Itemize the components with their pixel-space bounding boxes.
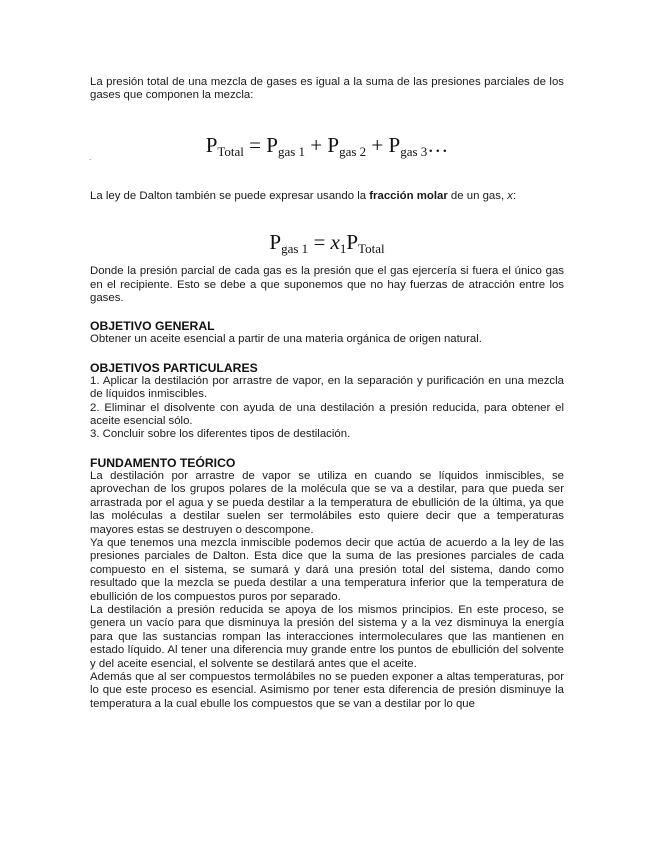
eq1-term1-sub: gas 1 bbox=[277, 143, 306, 159]
stray-mark: . bbox=[89, 153, 92, 162]
dalton-paragraph bbox=[90, 190, 564, 203]
eq1-term3: P bbox=[388, 132, 401, 157]
document-page bbox=[90, 76, 564, 711]
eq1-term3-sub: gas 3 bbox=[400, 143, 428, 159]
eq1-term2-sub: gas 2 bbox=[339, 143, 367, 159]
eq2-equals: = bbox=[308, 230, 331, 255]
objetivo-item-1: 1. Aplicar la destilación por arrastre de vapor, en la separación y purificación en una mezcla de líquidos inmiscibles. bbox=[90, 374, 564, 401]
eq2-x: x bbox=[330, 230, 340, 255]
eq2-lhs: P bbox=[269, 230, 282, 255]
intro-paragraph: La presión total de una mezcla de gases es igual a la suma de las presiones parciales de los gases que componen la mezcla: bbox=[90, 76, 564, 102]
dalton-bold-term: fracción molar bbox=[369, 189, 448, 202]
fundamento-heading: FUNDAMENTO TEÓRICO bbox=[90, 455, 236, 470]
objetivo-general-heading: OBJETIVO GENERAL bbox=[90, 319, 215, 334]
dalton-text-1: La ley de Dalton también se puede expresar usando la bbox=[90, 189, 370, 202]
partial-pressure-paragraph: Donde la presión parcial de cada gas es la presión que el gas ejercería si fuera el único gas en el recipiente. Esto se debe a que suponemos que no hay fuerzas de atracción entre los gases. bbox=[90, 265, 564, 305]
eq2-lhs-sub: gas 1 bbox=[281, 241, 309, 257]
eq1-term2: P bbox=[327, 132, 340, 157]
eq1-plus2: + bbox=[366, 132, 389, 157]
mole-fraction-equation bbox=[90, 230, 564, 261]
eq1-equals: = bbox=[243, 132, 267, 157]
eq1-term1: P bbox=[266, 132, 278, 157]
fundamento-paragraph-1: La destilación por arrastre de vapor se utiliza en cuando se líquidos inmiscibles, se aprovechan de los grupos polares de la molécula que se va a destilar, para que pueda ser arrastrada por el agua y se pueda destilar a la temperatura de ebullición de la última, ya que las moléculas a destilar suelen ser termolábiles esto quiere decir que a temperaturas mayores estas se destruyen o descompone. bbox=[90, 469, 564, 536]
fundamento-paragraph-3: La destilación a presión reducida se apoya de los mismos principios. En este proceso, se genera un vacío para que disminuya la presión del sistema y a la vez disminuya la energía para que las sustancias rompan las interacciones intermoleculares que las mantienen en estado líquido. Al tener una diferencia muy grande entre los puntos de ebullición del solvente y del aceite esencial, el solvente se destilará antes que el aceite. bbox=[90, 603, 564, 670]
eq1-lhs: P bbox=[205, 132, 218, 157]
dalton-text-2: de un gas, bbox=[447, 189, 508, 202]
fundamento-paragraph-4: Además que al ser compuestos termolábiles no se pueden exponer a altas temperaturas, por lo que este proceso es esencial. Asimismo por tener esta diferencia de presión disminuye la temperatura a la cual ebulle los compuestos que se van a destilar por lo que bbox=[90, 670, 564, 710]
total-pressure-equation bbox=[90, 133, 564, 164]
fundamento-paragraph-2: Ya que tenemos una mezcla inmiscible podemos decir que actúa de acuerdo a la ley de las presiones parciales de Dalton. Esta dice que la suma de las presiones parciales de cada compuesto en el sistema, se sumará y dará una presión total del sistema, dando como resultado que la mezcla se pueda destilar a una temperatura inferior que la temperatura de ebullición de los compuestos puros por separado. bbox=[90, 536, 564, 603]
eq1-plus1: + bbox=[305, 132, 328, 157]
objetivo-item-3: 3. Concluir sobre los diferentes tipos de destilación. bbox=[90, 428, 351, 441]
eq1-lhs-sub: Total bbox=[217, 143, 244, 159]
objetivo-general-text: Obtener un aceite esencial a partir de una materia orgánica de origen natural. bbox=[90, 333, 482, 346]
eq2-p-sub: Total bbox=[358, 241, 385, 257]
dalton-text-end: : bbox=[513, 189, 517, 202]
eq2-x-sub: 1 bbox=[339, 241, 347, 257]
eq1-ellipsis: … bbox=[427, 132, 449, 157]
eq2-p: P bbox=[346, 230, 359, 255]
objetivo-item-2: 2. Eliminar el disolvente con ayuda de una destilación a presión reducida, para obtener el aceite esencial sólo. bbox=[90, 401, 564, 428]
dalton-variable: x bbox=[507, 189, 513, 202]
objetivos-particulares-heading: OBJETIVOS PARTICULARES bbox=[90, 360, 258, 375]
